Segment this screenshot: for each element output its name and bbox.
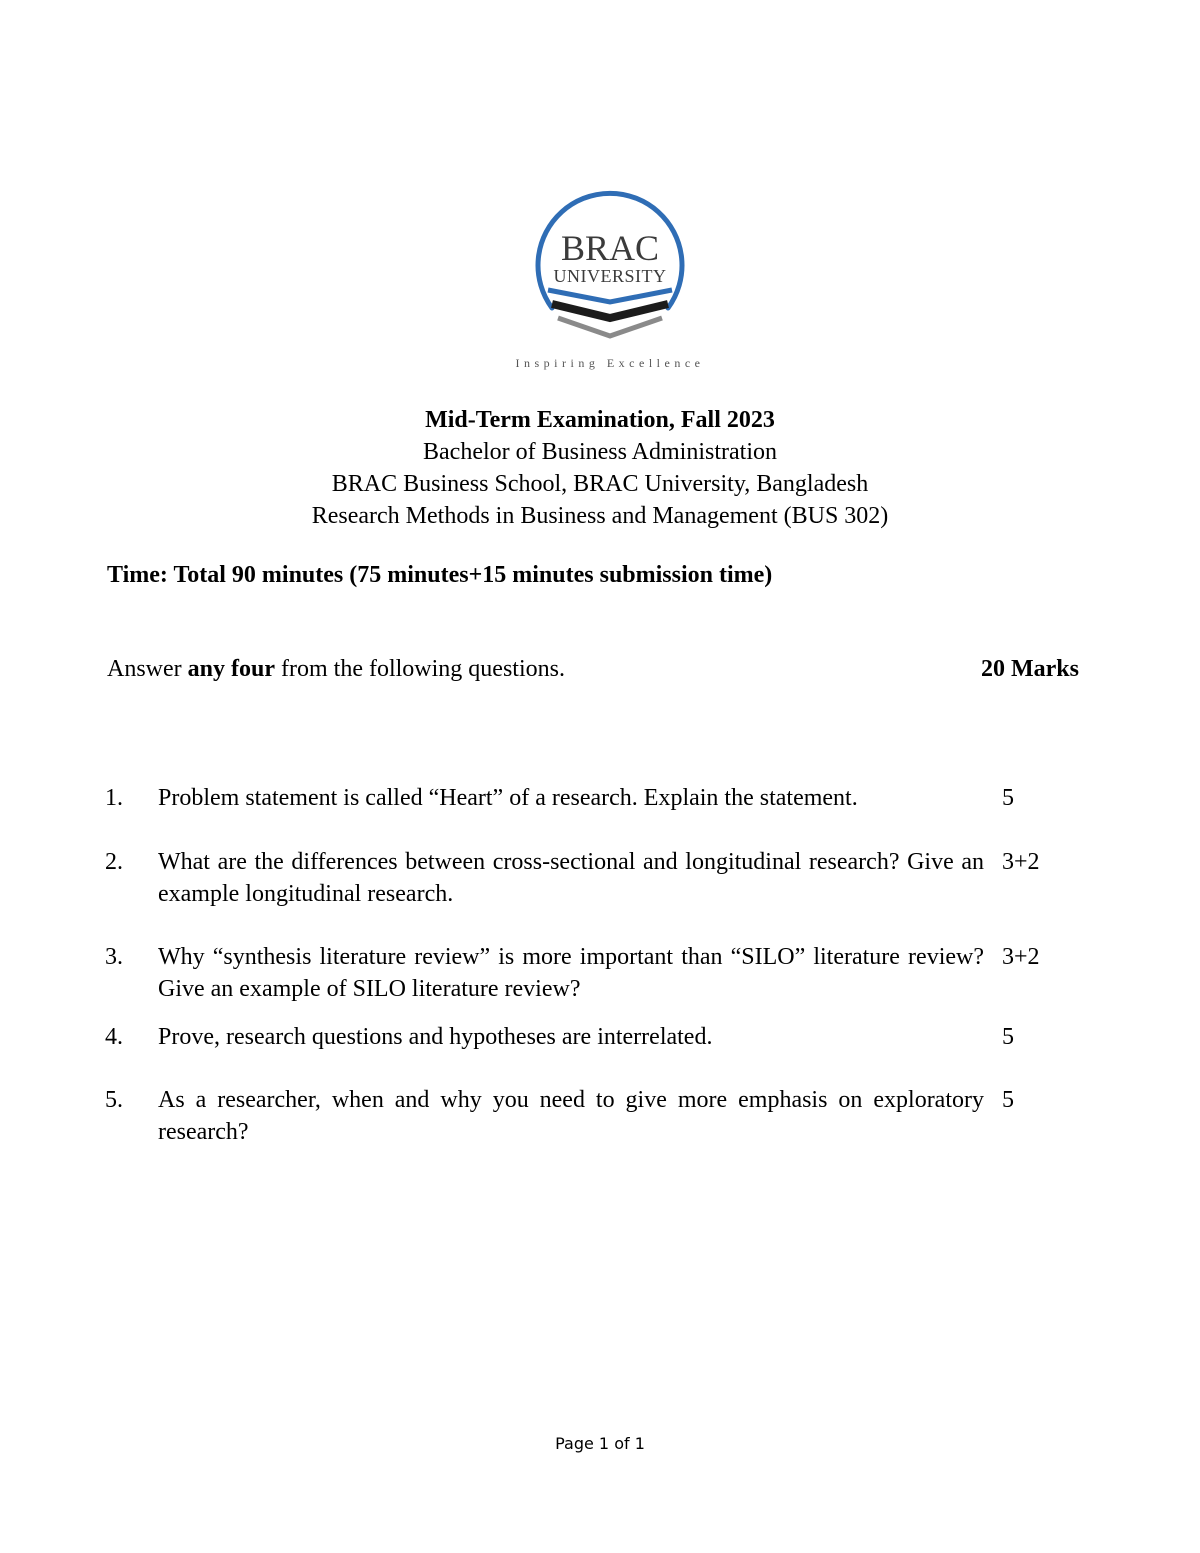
instruction-suffix: from the following questions. bbox=[275, 656, 565, 682]
page-number: Page 1 of 1 bbox=[555, 1434, 645, 1453]
instruction-line bbox=[107, 656, 1079, 683]
question-marks: 3+2 bbox=[1002, 849, 1040, 875]
question-text: Prove, research questions and hypotheses are interrelated. bbox=[158, 1024, 713, 1050]
exam-title: Mid-Term Examination, Fall 2023 bbox=[425, 407, 775, 433]
time-allowed: Time: Total 90 minutes (75 minutes+15 minutes submission time) bbox=[107, 562, 773, 588]
question-number: 3. bbox=[105, 944, 123, 970]
question-marks: 3+2 bbox=[1002, 944, 1040, 970]
svg-text:UNIVERSITY: UNIVERSITY bbox=[553, 266, 667, 286]
instruction-emphasis: any four bbox=[187, 656, 275, 682]
question-number: 5. bbox=[105, 1087, 123, 1113]
question-text: As a researcher, when and why you need to give more emphasis on exploratory research? bbox=[158, 1087, 984, 1145]
svg-text:Inspiring Excellence: Inspiring Excellence bbox=[515, 356, 705, 370]
question-text: What are the differences between cross-sectional and longitudinal research? Give an example longitudinal research. bbox=[158, 849, 984, 907]
brac-university-logo bbox=[500, 190, 720, 380]
question-marks: 5 bbox=[1002, 785, 1014, 811]
question-number: 4. bbox=[105, 1024, 123, 1050]
total-marks: 20 Marks bbox=[981, 656, 1079, 682]
school-name: BRAC Business School, BRAC University, Bangladesh bbox=[331, 471, 869, 497]
question-number: 1. bbox=[105, 785, 123, 811]
svg-text:BRAC: BRAC bbox=[560, 228, 660, 268]
instruction-prefix: Answer bbox=[107, 656, 188, 682]
question-text: Problem statement is called “Heart” of a research. Explain the statement. bbox=[158, 785, 858, 811]
course-name: Research Methods in Business and Management (BUS 302) bbox=[311, 503, 889, 529]
question-number: 2. bbox=[105, 849, 123, 875]
question-marks: 5 bbox=[1002, 1024, 1014, 1050]
program-name: Bachelor of Business Administration bbox=[423, 439, 777, 465]
question-marks: 5 bbox=[1002, 1087, 1014, 1113]
exam-header bbox=[0, 404, 1200, 532]
question-text: Why “synthesis literature review” is more important than “SILO” literature review? Give an example of SILO literature review? bbox=[158, 944, 984, 1002]
